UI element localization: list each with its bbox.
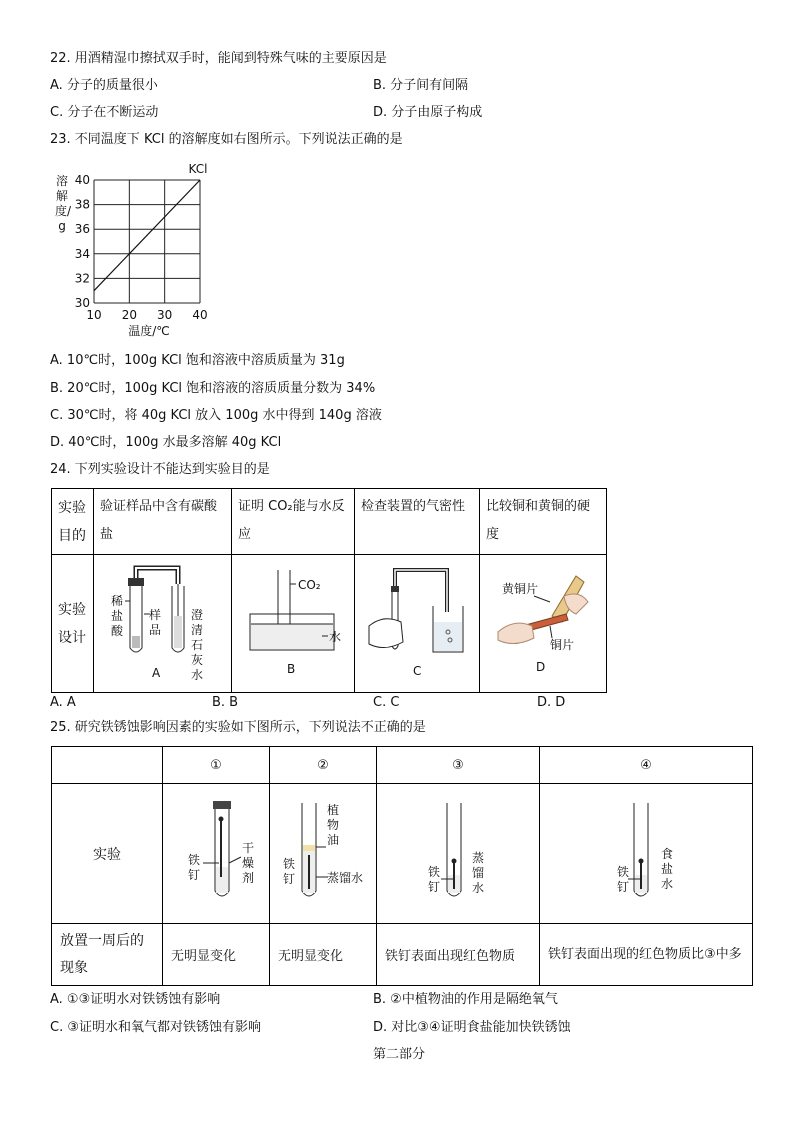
tube-3-drawing xyxy=(377,785,539,923)
q22-stem: 22. 用酒精湿巾擦拭双手时，能闻到特殊气味的主要原因是 xyxy=(50,51,387,66)
chart-ytick-label: 38 xyxy=(74,197,90,212)
q22-option-d: D. 分子由原子构成 xyxy=(373,105,483,120)
figure-a-letter: A xyxy=(152,665,161,680)
q25-num-2: ② xyxy=(270,747,377,784)
q24-table xyxy=(51,488,607,693)
label-water: 水 xyxy=(328,629,341,644)
tube-2-drawing xyxy=(270,785,376,923)
q25-num-4: ④ xyxy=(540,747,753,784)
q25-option-d: D. 对比③④证明食盐能加快铁锈蚀 xyxy=(373,1020,571,1035)
tube-3-water: 蒸馏水 xyxy=(471,850,484,895)
tube-4-saltwater: 食盐水 xyxy=(660,846,673,891)
chart-xtick-label: 20 xyxy=(121,308,137,322)
chart-xtick-label: 10 xyxy=(86,308,102,322)
q25-option-a: A. ①③证明水对铁锈蚀有影响 xyxy=(50,992,221,1007)
q24-figure-d xyxy=(479,555,606,693)
q24-design-head: 实验设计 xyxy=(52,555,94,693)
q25-num-1: ① xyxy=(163,747,270,784)
q24-stem: 24. 下列实验设计不能达到实验目的是 xyxy=(50,462,270,477)
q25-tube-4 xyxy=(540,784,753,924)
chart-ytick-label: 32 xyxy=(74,271,90,286)
q25-experiment-head: 实验 xyxy=(52,784,163,924)
q22-option-c: C. 分子在不断运动 xyxy=(50,105,159,120)
q22-option-b: B. 分子间有间隔 xyxy=(373,78,469,93)
q24-purpose-d: 比较铜和黄铜的硬度 xyxy=(479,489,606,555)
chart-series-line xyxy=(94,180,200,291)
q23-option-b: B. 20℃时，100g KCl 饱和溶液的溶质质量分数为 34% xyxy=(50,381,376,396)
tube-4-nail: 铁钉 xyxy=(616,864,629,894)
tube-2-oil: 植物油 xyxy=(326,802,339,847)
tube-1-desiccant: 干燥剂 xyxy=(241,840,254,885)
chart-xtick-label: 40 xyxy=(192,308,208,322)
label-sample: 样品 xyxy=(149,607,162,637)
q24-figure-c xyxy=(354,555,479,693)
q25-option-c: C. ③证明水和氧气都对铁锈蚀有影响 xyxy=(50,1020,261,1035)
q25-observation-head: 放置一周后的现象 xyxy=(52,924,163,986)
q24-purpose-b: 证明 CO₂能与水反应 xyxy=(231,489,354,555)
q25-corner-cell xyxy=(52,747,163,784)
chart-series-label: KCl xyxy=(188,162,208,176)
q24-purpose-head: 实验目的 xyxy=(52,489,94,555)
label-dilute-acid: 稀盐酸 xyxy=(111,593,124,638)
tube-1-nail: 铁钉 xyxy=(187,852,200,882)
label-brass: 黄铜片 xyxy=(501,581,538,596)
tube-2-water: 蒸馏水 xyxy=(327,870,364,885)
solubility-chart xyxy=(50,158,220,340)
q25-observation-4: 铁钉表面出现的红色物质比③中多 xyxy=(540,924,753,986)
q25-table xyxy=(51,746,753,986)
figure-c-letter: C xyxy=(412,663,422,678)
q24-option-a: A. A xyxy=(50,695,76,710)
q25-option-b: B. ②中植物油的作用是隔绝氧气 xyxy=(373,992,558,1007)
q25-observation-3: 铁钉表面出现红色物质 xyxy=(377,924,540,986)
q24-option-d: D. D xyxy=(537,695,566,710)
chart-ylabel: 溶解度/g xyxy=(55,174,72,233)
q25-tube-2 xyxy=(270,784,377,924)
q23-option-c: C. 30℃时，将 40g KCl 放入 100g 水中得到 140g 溶液 xyxy=(50,408,382,423)
q25-observation-2: 无明显变化 xyxy=(270,924,377,986)
figure-b-letter: B xyxy=(286,661,296,676)
q24-figure-a xyxy=(94,555,232,693)
chart-xtick-label: 30 xyxy=(157,308,173,322)
chart-ytick-label: 36 xyxy=(74,222,90,237)
q23-option-a: A. 10℃时，100g KCl 饱和溶液中溶质质量为 31g xyxy=(50,353,345,368)
q23-option-d: D. 40℃时，100g 水最多溶解 40g KCl xyxy=(50,435,282,450)
q24-figure-b xyxy=(231,555,354,693)
chart-xlabel: 温度/℃ xyxy=(128,324,170,338)
section-footer: 第二部分 xyxy=(373,1047,426,1062)
q24-purpose-a: 验证样品中含有碳酸盐 xyxy=(94,489,232,555)
q25-num-3: ③ xyxy=(377,747,540,784)
tube-2-nail: 铁钉 xyxy=(282,856,295,886)
label-co2: CO₂ xyxy=(297,577,321,592)
q25-observation-1: 无明显变化 xyxy=(163,924,270,986)
q24-purpose-c: 检查装置的气密性 xyxy=(354,489,479,555)
label-limewater: 澄清石灰水 xyxy=(191,607,204,682)
chart-plot xyxy=(50,158,220,340)
q25-stem: 25. 研究铁锈蚀影响因素的实验如下图所示，下列说法不正确的是 xyxy=(50,720,426,735)
chart-ytick-label: 40 xyxy=(74,173,90,187)
q22-option-a: A. 分子的质量很小 xyxy=(50,78,158,93)
tube-4-drawing xyxy=(540,785,752,923)
chart-ytick-label: 34 xyxy=(74,246,90,261)
q23-stem: 23. 不同温度下 KCl 的溶解度如右图所示。下列说法正确的是 xyxy=(50,132,403,147)
q25-tube-3 xyxy=(377,784,540,924)
chart-ytick-label: 30 xyxy=(74,296,90,310)
label-copper: 铜片 xyxy=(549,637,574,652)
figure-d-letter: D xyxy=(535,659,546,674)
q25-tube-1 xyxy=(163,784,270,924)
q24-option-c: C. C xyxy=(373,695,400,710)
q24-option-b: B. B xyxy=(212,695,239,710)
tube-3-nail: 铁钉 xyxy=(427,864,440,894)
